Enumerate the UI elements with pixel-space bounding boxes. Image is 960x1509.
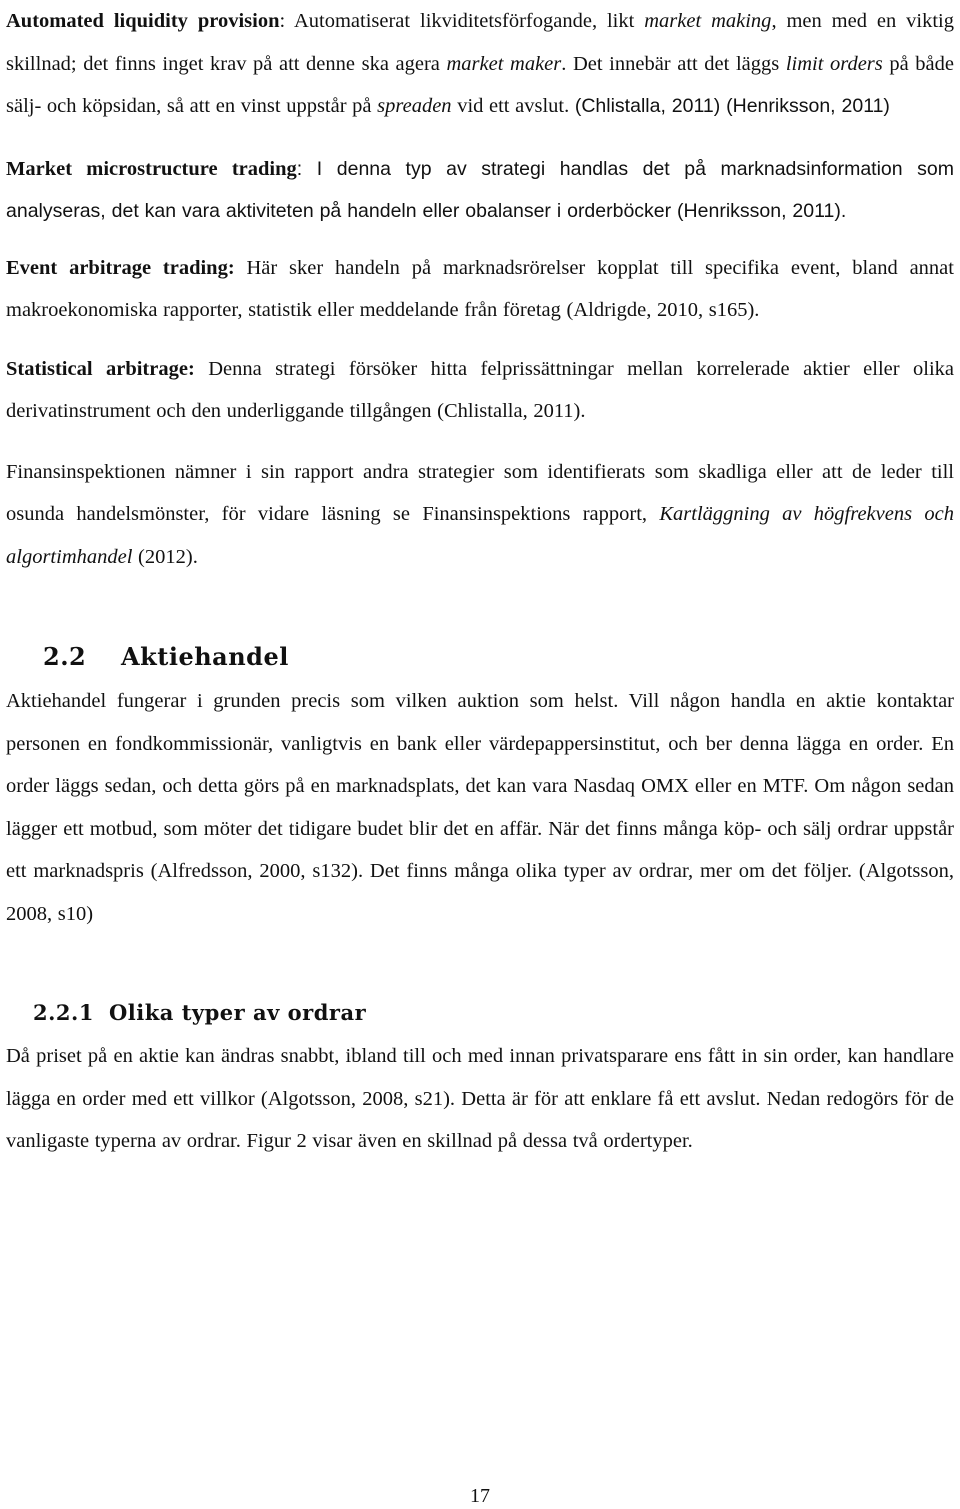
text: Finansinspektionen nämner i sin rapport andra strategier som identifierats som skadliga eller att de leder till osunda handelsmönster, för vidare läsning se Finansinspektions rapport, (6, 460, 954, 525)
italic-term: spreaden (377, 95, 452, 117)
text: (2012). (132, 545, 198, 568)
paragraph-aktiehandel: Aktiehandel fungerar i grunden precis som vilken auktion som helst. Vill någon handla en aktie kontaktar personen en fondkommissionär, vanligtvis en bank eller värdepappersinstitut, och ber denna lägga en order. En order läggs sedan, och detta görs på en marknadsplats, det kan vara Nasdaq OMX eller en MTF. Om någon sedan lägger ett motbud, som möter det tidigare budet blir det en affär. När det finns många köp- och sälj ordrar uppstår ett marknadspris (Alfredsson, 2000, s132). Det finns många olika typer av ordrar, mer om det följer. (Algotsson, 2008, s10) (6, 690, 954, 925)
paragraph-statistical-arbitrage (6, 348, 954, 433)
paragraph-finansinspektionen (6, 451, 954, 579)
text: , men med en viktig skillnad; det finns inget krav på att denne ska agera (6, 10, 954, 75)
text: : (296, 157, 317, 180)
document-page (6, 0, 954, 1163)
term-automated-liquidity: Automated liquidity provision (6, 10, 280, 32)
citation: (Chlistalla, 2011) (Henriksson, 2011) (574, 95, 890, 117)
text: I denna typ av strategi handlas det på marknadsinformation som analyseras, det kan vara aktiviteten på handeln eller obalanser i orderböcker (Henriksson, 2011). (6, 157, 955, 222)
text: Här sker handeln på marknadsrörelser kopplat till specifika event, bland annat makroekonomiska rapporter, statistik eller meddelande från företag (Aldrigde, 2010, s165). (6, 256, 954, 321)
text: . Det innebär att det läggs (561, 52, 786, 75)
subsection-title: Olika typer av ordrar (109, 1000, 367, 1025)
text: Denna strategi försöker hitta felprissättningar mellan korrelerade aktier eller olika derivatinstrument och den underliggande tillgången (Chlistalla, 2011). (6, 357, 954, 422)
text: vid ett avslut. (451, 95, 575, 117)
paragraph-market-microstructure (6, 148, 954, 233)
subsection-heading-olika-typer (33, 999, 954, 1027)
section-number: 2.2 (43, 642, 87, 671)
report-title: Kartläggning av högfrekvens och algortimhandel (6, 503, 954, 568)
italic-term: limit orders (785, 52, 883, 75)
subsection-number: 2.2.1 (33, 1000, 94, 1025)
paragraph-olika-typer: Då priset på en aktie kan ändras snabbt, ibland till och med innan privatsparare ens fått in sin order, kan handlare lägga en order med ett villkor (Algotsson, 2008, s21). Detta är för att enklare få ett avslut. Nedan redogörs för de vanligaste typerna av ordrar. Figur 2 visar även en skillnad på dessa två ordertyper. (6, 1045, 954, 1152)
term-statistical-arbitrage: Statistical arbitrage: (6, 357, 195, 380)
term-event-arbitrage: Event arbitrage trading: (6, 256, 235, 279)
text: : Automatiserat likviditetsförfogande, likt (279, 10, 645, 32)
italic-term: market maker (446, 52, 562, 75)
section-heading-aktiehandel (43, 642, 954, 672)
section-title: Aktiehandel (121, 642, 289, 671)
paragraph-event-arbitrage (6, 247, 954, 332)
term-market-microstructure: Market microstructure trading (6, 157, 297, 180)
text: på både sälj- och köpsidan, så att en vinst uppstår på (6, 52, 954, 117)
italic-term: market making (644, 10, 772, 32)
page-number: 17 (470, 1485, 490, 1507)
paragraph-automated-liquidity (6, 0, 954, 128)
